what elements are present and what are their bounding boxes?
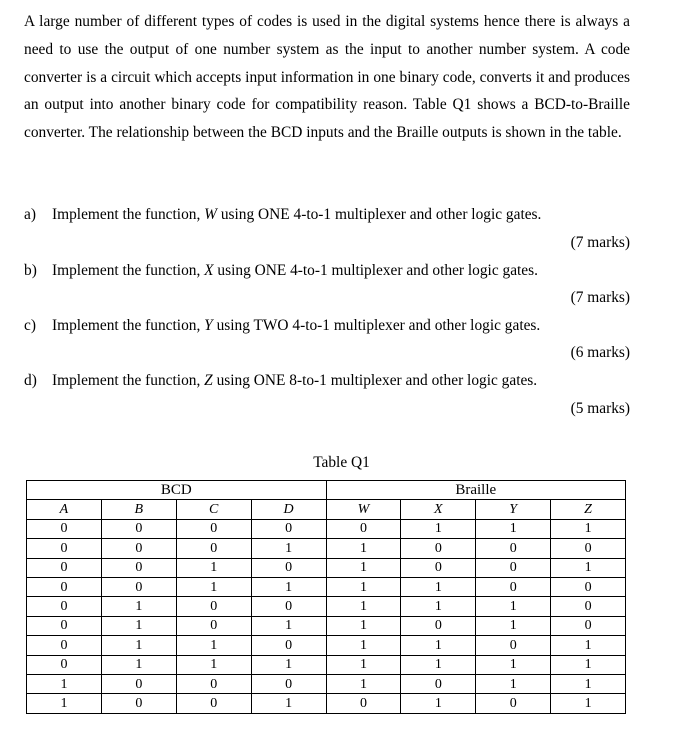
table-row [27, 674, 626, 693]
table-cell: 0 [326, 694, 401, 713]
table-cell: 1 [551, 636, 626, 655]
table-cell: 1 [326, 558, 401, 577]
table-cell: 0 [101, 577, 176, 596]
table-cell: 1 [176, 636, 251, 655]
table-cell: 1 [401, 655, 476, 674]
table-cell: 1 [326, 577, 401, 596]
question-text-pre: Implement the function, [52, 317, 205, 334]
table-cell: 0 [476, 636, 551, 655]
table-cell: 1 [326, 674, 401, 693]
table-cell: 1 [27, 694, 102, 713]
table-cell: 0 [251, 636, 326, 655]
intro-paragraph: A large number of different types of codes is used in the digital systems hence there is always a need to use the output of one number system as the input to another number system. A code converter is a circuit which accepts input information in one binary code, converts it and produces an output into another binary code for compatibility reason. Table Q1 shows a BCD-to-Braille converter. The relationship between the BCD inputs and the Braille outputs is shown in the table. [24, 13, 630, 142]
question-b-marks: (7 marks) [570, 289, 630, 306]
table-cell: 1 [251, 655, 326, 674]
question-text-post: using ONE 4-to-1 multiplexer and other logic gates. [213, 262, 538, 279]
table-cell: 1 [401, 519, 476, 538]
table-cell: 1 [551, 519, 626, 538]
table-cell: 0 [27, 616, 102, 635]
table-cell: 0 [176, 519, 251, 538]
question-text-post: using TWO 4-to-1 multiplexer and other logic gates. [212, 317, 541, 334]
group-header-bcd: BCD [27, 481, 327, 500]
table-cell: 0 [27, 655, 102, 674]
table-cell: 1 [326, 539, 401, 558]
table-cell: 0 [401, 558, 476, 577]
question-label: c) [24, 317, 36, 334]
table-cell: 0 [476, 539, 551, 558]
table-cell: 1 [251, 539, 326, 558]
table-cell: 0 [476, 694, 551, 713]
question-text-post: using ONE 8-to-1 multiplexer and other logic gates. [212, 372, 538, 389]
truth-table [26, 480, 626, 714]
table-row [27, 694, 626, 713]
table-row [27, 558, 626, 577]
question-d [24, 371, 630, 391]
table-cell: 0 [176, 674, 251, 693]
table-cell: 1 [401, 597, 476, 616]
table-cell: 1 [401, 636, 476, 655]
table-cell: 0 [27, 597, 102, 616]
table-cell: 0 [27, 558, 102, 577]
table-cell: 1 [401, 577, 476, 596]
table-body [27, 519, 626, 713]
question-text-post: using ONE 4-to-1 multiplexer and other logic gates. [216, 206, 542, 223]
table-row [27, 616, 626, 635]
question-text-pre: Implement the function, [52, 372, 205, 389]
table-cell: 1 [27, 674, 102, 693]
question-b [24, 261, 630, 281]
question-d-marks: (5 marks) [570, 400, 630, 417]
column-header: C [176, 500, 251, 519]
table-cell: 1 [401, 694, 476, 713]
question-text-pre: Implement the function, [52, 206, 205, 223]
table-cell: 0 [476, 577, 551, 596]
group-header-braille: Braille [326, 481, 626, 500]
table-cell: 1 [551, 655, 626, 674]
question-label: a) [24, 206, 36, 223]
table-row [27, 577, 626, 596]
table-cell: 0 [551, 597, 626, 616]
table-cell: 0 [326, 519, 401, 538]
question-text-pre: Implement the function, [52, 262, 205, 279]
table-cell: 0 [27, 539, 102, 558]
table-cell: 1 [476, 519, 551, 538]
table-cell: 1 [326, 616, 401, 635]
table-cell: 0 [401, 539, 476, 558]
table-cell: 1 [251, 616, 326, 635]
table-cell: 0 [176, 694, 251, 713]
table-cell: 0 [401, 616, 476, 635]
table-caption: Table Q1 [313, 454, 370, 471]
question-variable: Z [204, 372, 213, 389]
question-c-marks: (6 marks) [570, 344, 630, 361]
table-cell: 1 [101, 655, 176, 674]
table-row [27, 519, 626, 538]
column-header: B [101, 500, 176, 519]
question-label: b) [24, 262, 37, 279]
question-label: d) [24, 372, 37, 389]
table-cell: 0 [251, 674, 326, 693]
table-cell: 1 [326, 655, 401, 674]
table-cell: 0 [476, 558, 551, 577]
table-cell: 1 [251, 694, 326, 713]
table-cell: 1 [101, 636, 176, 655]
column-header: D [251, 500, 326, 519]
table-cell: 0 [251, 597, 326, 616]
column-header: W [326, 500, 401, 519]
table-cell: 1 [326, 597, 401, 616]
table-cell: 1 [476, 616, 551, 635]
table-cell: 0 [101, 519, 176, 538]
column-header-row [27, 500, 626, 519]
table-cell: 0 [176, 597, 251, 616]
table-cell: 0 [176, 616, 251, 635]
table-cell: 1 [101, 616, 176, 635]
table-row [27, 539, 626, 558]
table-cell: 0 [101, 694, 176, 713]
group-header-row [27, 481, 626, 500]
table-cell: 0 [551, 539, 626, 558]
table-cell: 0 [401, 674, 476, 693]
column-header: Y [476, 500, 551, 519]
table-cell: 1 [101, 597, 176, 616]
table-cell: 0 [101, 539, 176, 558]
table-cell: 1 [476, 597, 551, 616]
table-cell: 0 [101, 674, 176, 693]
column-header: Z [551, 500, 626, 519]
table-row [27, 636, 626, 655]
table-row [27, 655, 626, 674]
table-cell: 1 [551, 674, 626, 693]
question-variable: X [204, 262, 214, 279]
table-cell: 0 [251, 519, 326, 538]
table-cell: 1 [476, 655, 551, 674]
column-header: A [27, 500, 102, 519]
table-cell: 0 [176, 539, 251, 558]
table-cell: 1 [551, 558, 626, 577]
table-cell: 1 [326, 636, 401, 655]
table-cell: 0 [101, 558, 176, 577]
table-cell: 1 [176, 577, 251, 596]
question-c [24, 316, 630, 336]
question-variable: W [204, 206, 217, 223]
table-cell: 0 [27, 577, 102, 596]
table-row [27, 597, 626, 616]
column-header: X [401, 500, 476, 519]
table-cell: 1 [551, 694, 626, 713]
question-a [24, 205, 630, 225]
table-cell: 1 [251, 577, 326, 596]
question-a-marks: (7 marks) [570, 234, 630, 251]
table-cell: 1 [476, 674, 551, 693]
table-cell: 0 [251, 558, 326, 577]
table-cell: 0 [551, 616, 626, 635]
table-cell: 1 [176, 558, 251, 577]
question-variable: Y [204, 317, 213, 334]
table-cell: 0 [27, 636, 102, 655]
table-cell: 0 [27, 519, 102, 538]
table-cell: 0 [551, 577, 626, 596]
table-cell: 1 [176, 655, 251, 674]
